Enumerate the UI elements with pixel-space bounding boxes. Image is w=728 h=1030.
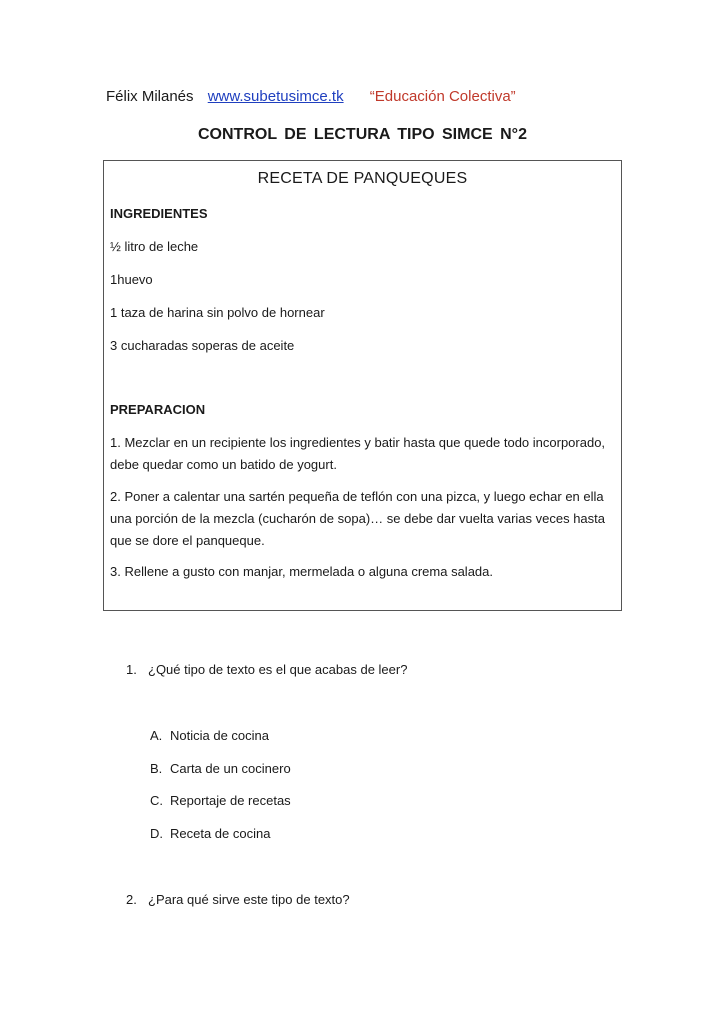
ingredient-item: 1 taza de harina sin polvo de hornear [110, 305, 325, 320]
answer-option-d[interactable] [150, 826, 270, 841]
question-text: ¿Qué tipo de texto es el que acabas de leer? [148, 662, 408, 677]
question-2 [126, 892, 350, 907]
option-text: Noticia de cocina [170, 728, 269, 743]
ingredient-item: 1huevo [110, 272, 153, 287]
ingredient-item: ½ litro de leche [110, 239, 199, 254]
header-line [106, 88, 516, 105]
option-text: Reportaje de recetas [170, 793, 291, 808]
option-text: Carta de un cocinero [170, 761, 291, 776]
answer-option-b[interactable] [150, 761, 291, 776]
answer-option-a[interactable] [150, 728, 269, 743]
recipe-title: RECETA DE PANQUEQUES [257, 170, 468, 187]
question-number: 1. [126, 662, 137, 677]
preparation-step: 1. Mezclar en un recipiente los ingredientes y batir hasta que quede todo incorporado, debe quedar como un batido de yogurt. [110, 435, 606, 472]
ingredient-item: 3 cucharadas soperas de aceite [110, 338, 295, 353]
document-title: CONTROL DE LECTURA TIPO SIMCE N°2 [198, 126, 527, 143]
ingredients-heading: INGREDIENTES [110, 206, 208, 221]
question-number: 2. [126, 892, 137, 907]
option-letter: D. [150, 826, 163, 841]
preparation-heading: PREPARACION [110, 402, 206, 417]
option-letter: C. [150, 793, 163, 808]
author-name: Félix Milanés [106, 88, 194, 105]
recipe-box [103, 160, 622, 611]
option-letter: B. [150, 761, 163, 776]
option-text: Receta de cocina [170, 826, 271, 841]
header-motto: “Educación Colectiva” [369, 88, 516, 105]
question-1 [126, 662, 407, 677]
question-text: ¿Para qué sirve este tipo de texto? [148, 892, 350, 907]
preparation-step: 3. Rellene a gusto con manjar, mermelada o alguna crema salada. [110, 564, 493, 579]
option-letter: A. [150, 728, 163, 743]
answer-option-c[interactable] [150, 793, 291, 808]
website-link[interactable]: www.subetusimce.tk [207, 88, 344, 105]
preparation-step: 2. Poner a calentar una sartén pequeña de teflón con una pizca, y luego echar en ella una porción de la mezcla (cucharón de sopa)… se debe dar vuelta varias veces hasta que se dore el panqueque. [110, 489, 606, 548]
